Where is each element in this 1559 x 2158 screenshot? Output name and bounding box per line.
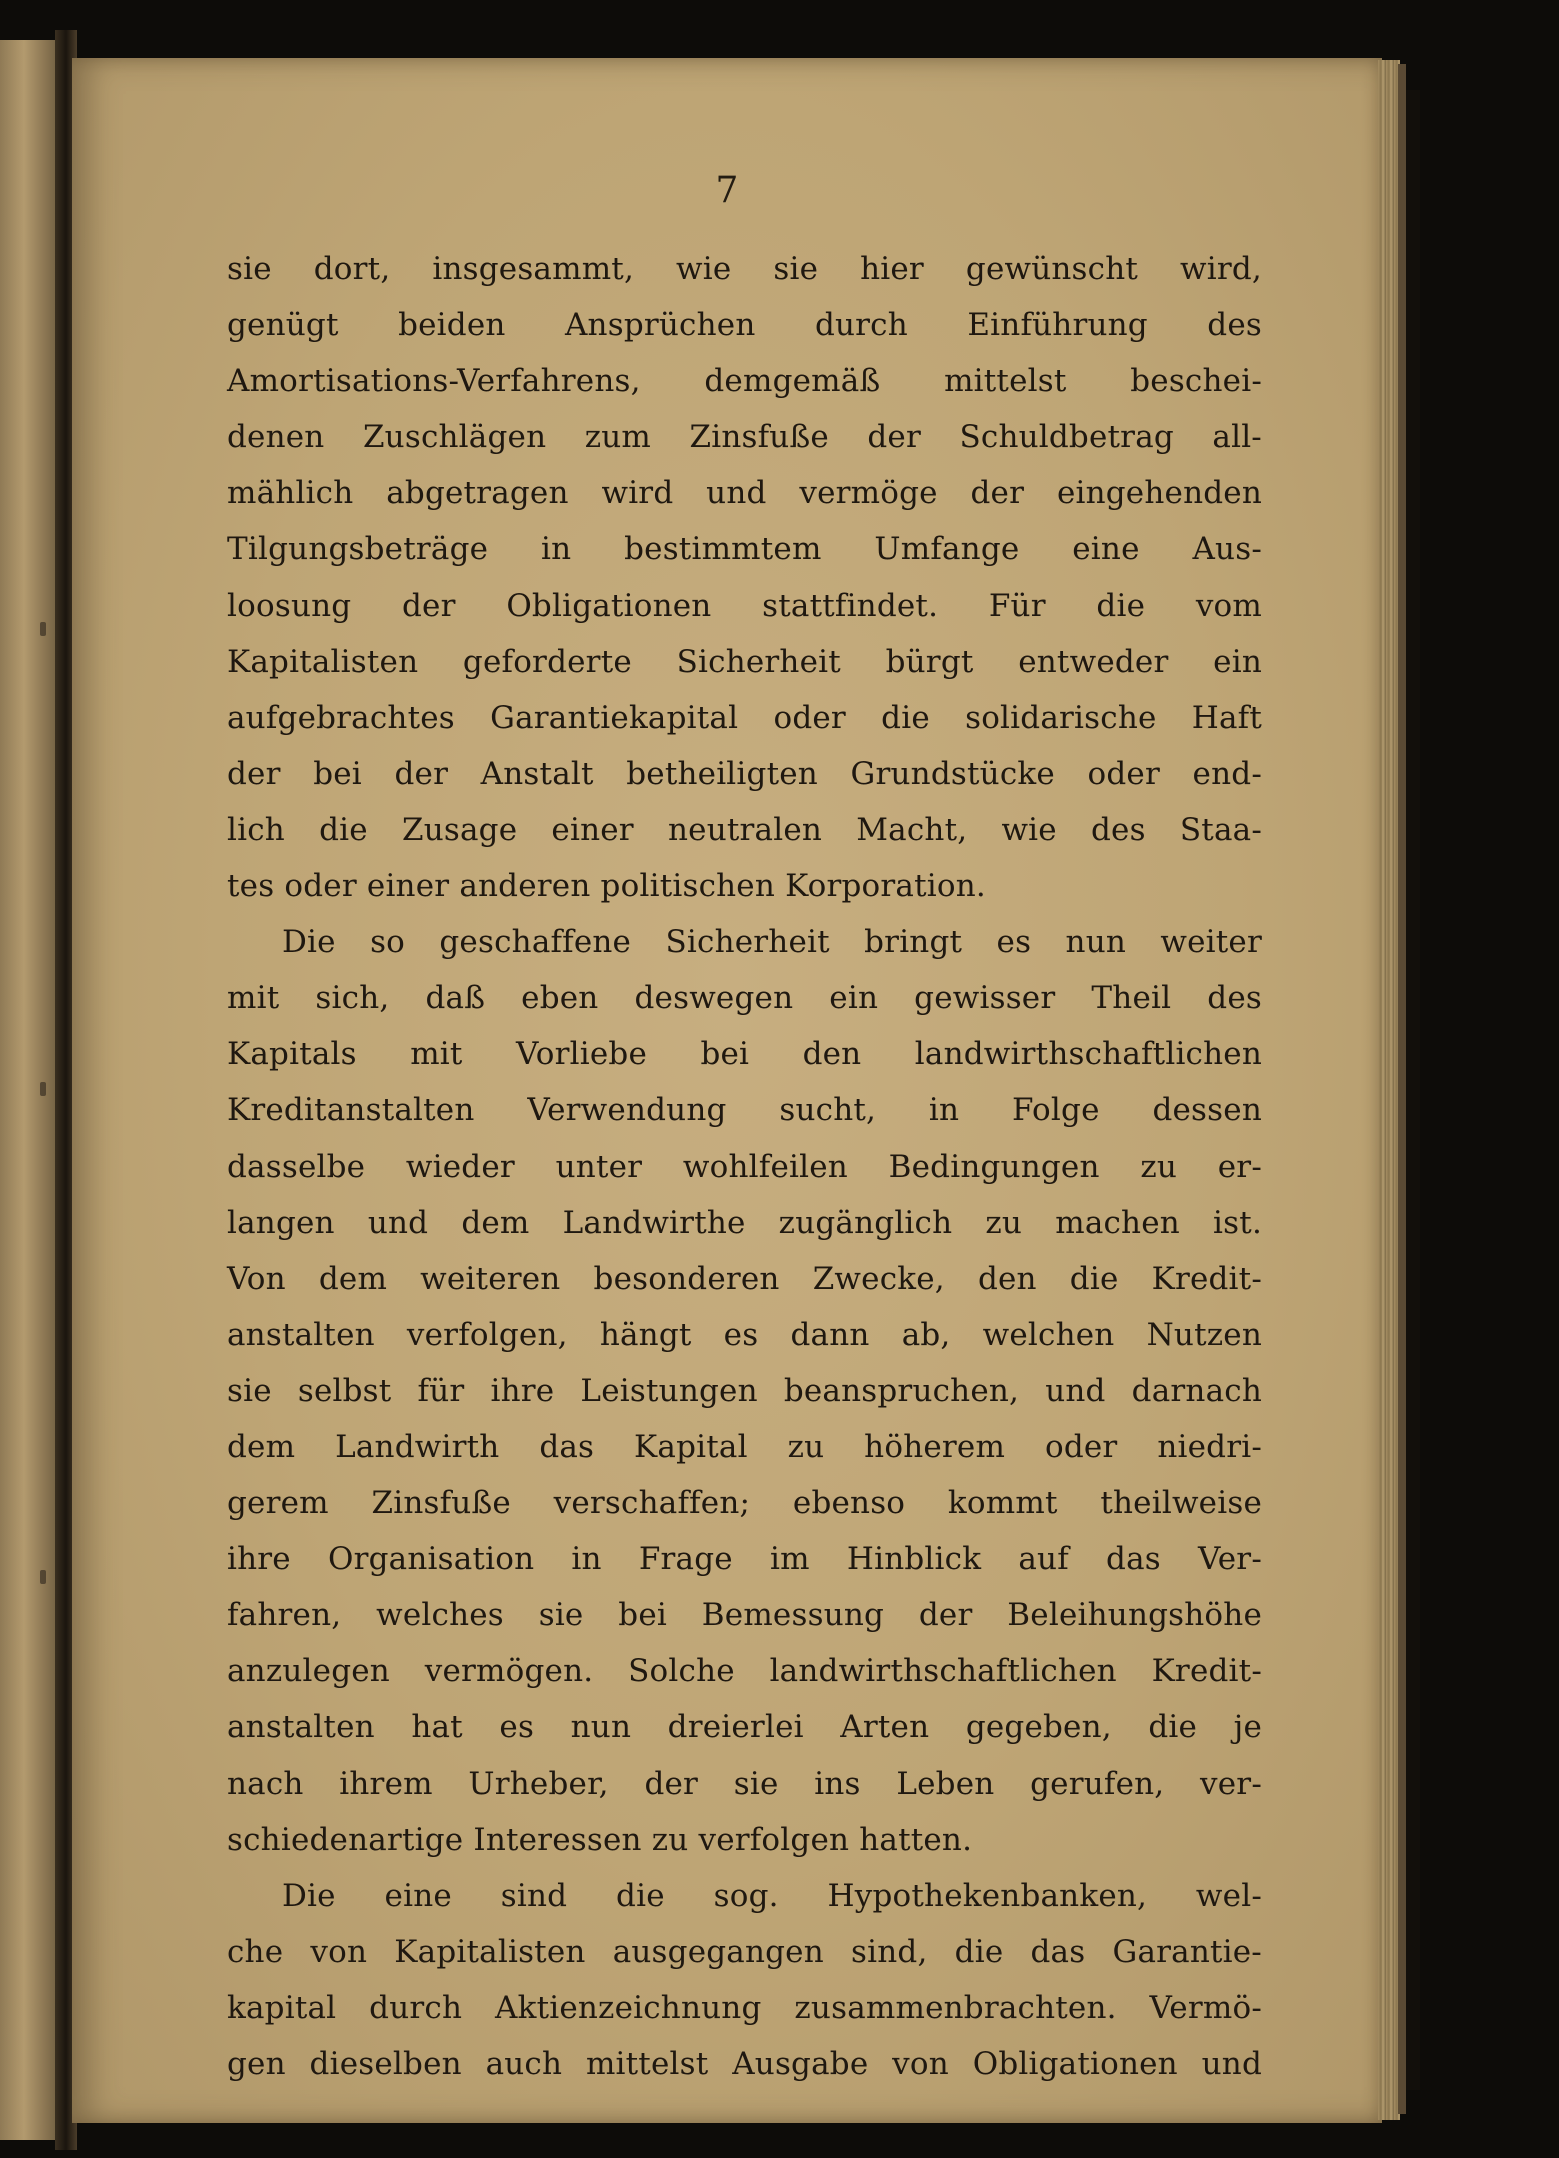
text-line: schiedenartige Interessen zu verfolgen hatten. — [227, 1821, 973, 1858]
text-line: gen dieselben auch mittelst Ausgabe von Obligationen und — [227, 2046, 1262, 2082]
text-line: Die eine sind die sog. Hypothekenbanken, wel- — [282, 1877, 1262, 1914]
text-line: Kapitalisten geforderte Sicherheit bürgt entweder ein — [227, 643, 1262, 680]
text-line: sie dort, insgesammt, wie sie hier gewünscht wird, — [227, 251, 1262, 287]
text-line: fahren, welches sie bei Bemessung der Beleihungshöhe — [227, 1597, 1262, 1634]
text-line: lich die Zusage einer neutralen Macht, wie des Staa- — [227, 811, 1262, 848]
text-line: anzulegen vermögen. Solche landwirthschaftlichen Kredit- — [227, 1653, 1262, 1690]
text-line: Die so geschaffene Sicherheit bringt es nun weiter — [282, 924, 1262, 961]
text-line: che von Kapitalisten ausgegangen sind, die das Garantie- — [227, 1933, 1262, 1970]
text-line: anstalten verfolgen, hängt es dann ab, welchen Nutzen — [227, 1316, 1262, 1353]
text-line: dasselbe wieder unter wohlfeilen Bedingungen zu er- — [227, 1148, 1262, 1185]
text-line: gerem Zinsfuße verschaffen; ebenso kommt theilweise — [227, 1485, 1262, 1522]
page-number: 7 — [715, 170, 739, 211]
text-line: tes oder einer anderen politischen Korporation. — [227, 868, 986, 905]
text-line: loosung der Obligationen stattfindet. Für die vom — [227, 587, 1262, 624]
margin-mark — [40, 1570, 46, 1584]
book-page — [72, 58, 1382, 2123]
text-line: Tilgungsbeträge in bestimmtem Umfange eine Aus- — [227, 531, 1262, 568]
text-line: Amortisations-Verfahrens, demgemäß mittelst beschei- — [227, 363, 1262, 400]
text-line: Kapitals mit Vorliebe bei den landwirthschaftlichen — [227, 1036, 1262, 1073]
page-stack-edge — [1378, 60, 1400, 2120]
text-line: langen und dem Landwirthe zugänglich zu machen ist. — [227, 1204, 1262, 1241]
text-line: aufgebrachtes Garantiekapital oder die solidarische Haft — [227, 699, 1262, 736]
text-line: ihre Organisation in Frage im Hinblick auf das Ver- — [227, 1541, 1262, 1578]
margin-mark — [40, 622, 46, 636]
text-line: anstalten hat es nun dreierlei Arten gegeben, die je — [227, 1709, 1262, 1746]
cover-edge — [1398, 64, 1406, 2114]
text-line: nach ihrem Urheber, der sie ins Leben gerufen, ver- — [227, 1765, 1262, 1802]
text-line: der bei der Anstalt betheiligten Grundstücke oder end- — [227, 755, 1262, 792]
text-line: mählich abgetragen wird und vermöge der eingehenden — [227, 475, 1262, 512]
text-line: dem Landwirth das Kapital zu höherem oder niedri- — [227, 1428, 1262, 1465]
body-text — [227, 241, 1262, 2092]
margin-mark — [40, 1082, 46, 1096]
binding-shadow — [1406, 90, 1420, 2090]
facing-page-edge — [0, 40, 60, 2140]
text-line: sie selbst für ihre Leistungen beanspruchen, und darnach — [227, 1372, 1262, 1409]
text-line: genügt beiden Ansprüchen durch Einführung des — [227, 307, 1262, 344]
text-line: Kreditanstalten Verwendung sucht, in Folge dessen — [227, 1092, 1262, 1129]
text-line: Von dem weiteren besonderen Zwecke, den die Kredit- — [227, 1260, 1262, 1297]
text-line: kapital durch Aktienzeichnung zusammenbrachten. Vermö- — [227, 1989, 1262, 2026]
text-line: denen Zuschlägen zum Zinsfuße der Schuldbetrag all- — [227, 419, 1262, 456]
text-line: mit sich, daß eben deswegen ein gewisser Theil des — [227, 980, 1262, 1017]
